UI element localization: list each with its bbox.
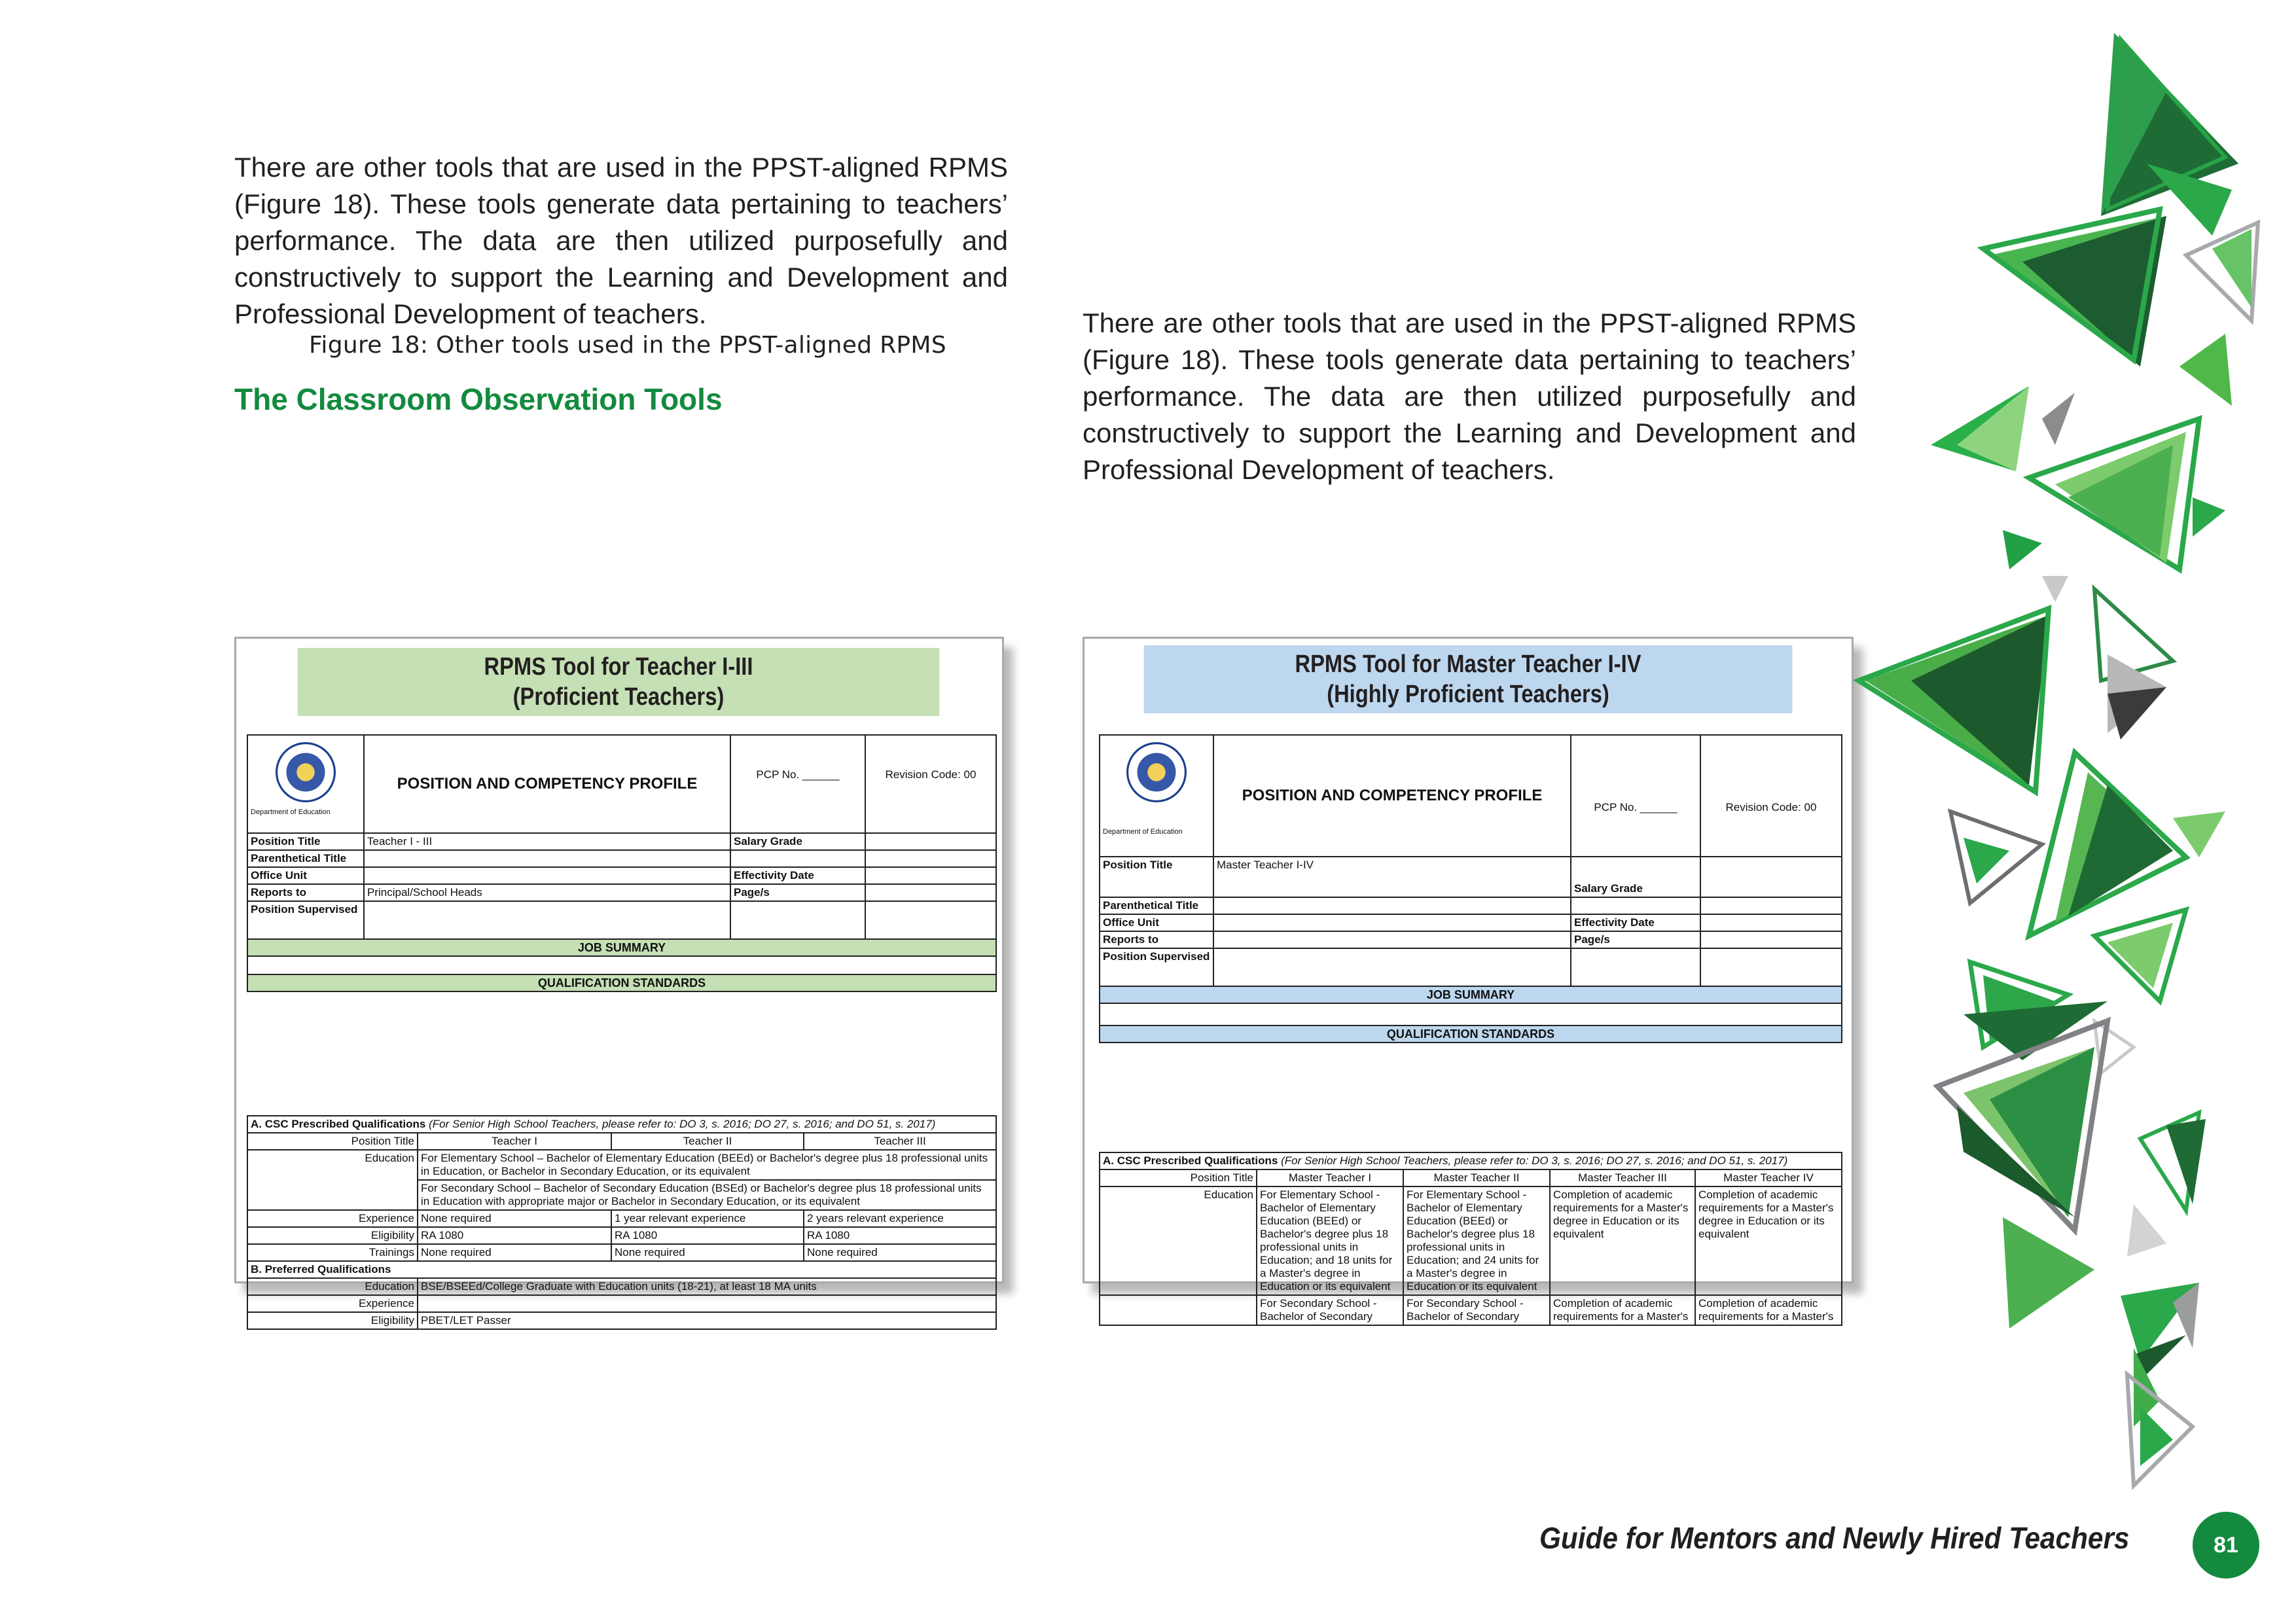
pref-education-value: BSE/BSEEd/College Graduate with Education units (18-21), at least 18 MA units: [418, 1278, 996, 1295]
preferred-qualifications-heading: B. Preferred Qualifications: [247, 1261, 996, 1278]
education-secondary-mt1: For Secondary School - Bachelor of Secondary: [1257, 1295, 1403, 1325]
label-office-unit: Office Unit: [1100, 914, 1213, 931]
label-office-unit: Office Unit: [247, 867, 364, 884]
doc-banner: [298, 648, 939, 716]
csc-row: [247, 1116, 996, 1133]
cell-blank: [865, 901, 996, 939]
experience-teacher-1: None required: [418, 1210, 611, 1227]
figure-caption: Figure 18: Other tools used in the PPST-aligned RPMS: [309, 332, 946, 359]
qualification-standards-heading: QUALIFICATION STANDARDS: [1100, 1026, 1842, 1043]
value-effectivity-date: [1700, 914, 1842, 931]
qualification-standards-heading: QUALIFICATION STANDARDS: [247, 974, 996, 991]
col-teacher-1: Teacher I: [418, 1133, 611, 1150]
education-secondary-mt3: Completion of academic requirements for a Master's: [1550, 1295, 1695, 1325]
triangle-shape: [2003, 1204, 2199, 1486]
csc-label: A. CSC Prescribed Qualifications: [1103, 1154, 1278, 1167]
triangle-shape: [1964, 910, 2186, 1073]
education-elementary: For Elementary School – Bachelor of Elementary Education (BEEd) or Bachelor's degree plus 18 professional units in Education, or Bachelor in Secondary Education, or its equivalent: [418, 1150, 996, 1180]
trainings-teacher-3: None required: [804, 1244, 996, 1261]
value-salary-grade: [1700, 857, 1842, 897]
revision-code: Revision Code: 00: [865, 735, 996, 833]
decorative-triangles: [1859, 0, 2296, 1505]
education-secondary-mt4: Completion of academic requirements for a Master's: [1695, 1295, 1842, 1325]
label-position-title: Position Title: [1100, 857, 1213, 897]
col-position-title: Position Title: [1100, 1169, 1257, 1186]
value-office-unit: [1213, 914, 1571, 931]
eligibility-teacher-1: RA 1080: [418, 1227, 611, 1244]
csc-note: (For Senior High School Teachers, please refer to: DO 3, s. 2016; DO 27, s. 2016; and DO 51, s. 2017): [1281, 1154, 1788, 1167]
experience-teacher-2: 1 year relevant experience: [611, 1210, 804, 1227]
pcp-number: PCP No. ______: [730, 735, 865, 833]
education-secondary-mt2: For Secondary School - Bachelor of Secondary: [1403, 1295, 1550, 1325]
row-education-label: Education: [1100, 1186, 1257, 1295]
label-reports-to: Reports to: [247, 884, 364, 901]
value-position-title: Teacher I - III: [364, 833, 730, 850]
qualifications-table: [247, 1115, 997, 1330]
job-summary-body: [1100, 1003, 1842, 1026]
qualifications-table: [1099, 1152, 1842, 1326]
label-parenthetical-title: Parenthetical Title: [1100, 897, 1213, 914]
label-salary-grade: Salary Grade: [730, 833, 865, 850]
col-master-teacher-4: Master Teacher IV: [1695, 1169, 1842, 1186]
col-teacher-2: Teacher II: [611, 1133, 804, 1150]
trainings-teacher-1: None required: [418, 1244, 611, 1261]
value-effectivity-date: [865, 867, 996, 884]
education-mt4: Completion of academic requirements for a Master's degree in Education or its equivalent: [1695, 1186, 1842, 1295]
deped-logo-cell: [1100, 735, 1213, 857]
label-salary-grade: Salary Grade: [1571, 857, 1700, 897]
value-pages: [865, 884, 996, 901]
doc-subtitle: (Highly Proficient Teachers): [1327, 681, 1609, 708]
eligibility-teacher-3: RA 1080: [804, 1227, 996, 1244]
pref-eligibility-value: PBET/LET Passer: [418, 1312, 996, 1329]
value-position-title: Master Teacher I-IV: [1213, 857, 1571, 897]
competency-profile-form: [247, 734, 997, 992]
page-number-badge: 81: [2193, 1512, 2259, 1578]
pcp-number: PCP No. ______: [1571, 735, 1700, 857]
triangle-shape: [1937, 1021, 2206, 1230]
csc-row: [1100, 1152, 1842, 1169]
col-master-teacher-1: Master Teacher I: [1257, 1169, 1403, 1186]
label-reports-to: Reports to: [1100, 931, 1213, 948]
cell-blank: [1571, 948, 1700, 986]
rpms-tool-master-teacher-figure: [1083, 637, 1854, 1323]
experience-teacher-3: 2 years relevant experience: [804, 1210, 996, 1227]
label-effectivity-date: Effectivity Date: [730, 867, 865, 884]
label-position-title: Position Title: [247, 833, 364, 850]
profile-title: POSITION AND COMPETENCY PROFILE: [364, 735, 730, 833]
value-reports-to: Principal/School Heads: [364, 884, 730, 901]
intro-paragraph-left: There are other tools that are used in the PPST-aligned RPMS (Figure 18). These tools generate data pertaining to teachers’ performance. The data are then utilized purposefully and constructively to support the Learning and Development and Professional Development of teachers.: [234, 152, 1008, 329]
pref-education-label: Education: [247, 1278, 418, 1295]
col-master-teacher-3: Master Teacher III: [1550, 1169, 1695, 1186]
value-salary-grade: [865, 833, 996, 850]
row-trainings-label: Trainings: [247, 1244, 418, 1261]
intro-paragraph-right: There are other tools that are used in the PPST-aligned RPMS (Figure 18). These tools generate data pertaining to teachers’ performance. The data are then utilized purposefully and constructively to support the Learning and Development and Professional Development of teachers.: [1083, 308, 1856, 485]
label-effectivity-date: Effectivity Date: [1571, 914, 1700, 931]
revision-code: Revision Code: 00: [1700, 735, 1842, 857]
education-mt3: Completion of academic requirements for a Master's degree in Education or its equivalent: [1550, 1186, 1695, 1295]
label-pages: Page/s: [1571, 931, 1700, 948]
csc-note: (For Senior High School Teachers, please refer to: DO 3, s. 2016; DO 27, s. 2016; and DO 51, s. 2017): [429, 1118, 936, 1130]
label-pages: Page/s: [730, 884, 865, 901]
cell-blank: [865, 850, 996, 867]
label-position-supervised: Position Supervised: [247, 901, 364, 939]
dept-name: Department of Education: [251, 808, 331, 816]
triangle-shape: [1859, 530, 2173, 792]
job-summary-heading: JOB SUMMARY: [247, 939, 996, 956]
job-summary-body: [247, 956, 996, 974]
value-position-supervised: [1213, 948, 1571, 986]
value-reports-to: [1213, 931, 1571, 948]
triangle-shape: [1931, 334, 2232, 569]
cell-blank: [1700, 897, 1842, 914]
pref-eligibility-label: Eligibility: [247, 1312, 418, 1329]
col-position-title: Position Title: [247, 1133, 418, 1150]
row-experience-label: Experience: [247, 1210, 418, 1227]
trainings-teacher-2: None required: [611, 1244, 804, 1261]
cell-blank: [1700, 948, 1842, 986]
rpms-tool-teacher-figure: [234, 637, 1004, 1327]
pref-experience-label: Experience: [247, 1295, 418, 1312]
doc-banner: [1144, 645, 1793, 713]
value-parenthetical-title: [1213, 897, 1571, 914]
row-eligibility-label: Eligibility: [247, 1227, 418, 1244]
col-teacher-3: Teacher III: [804, 1133, 996, 1150]
footer-title: Guide for Mentors and Newly Hired Teachers: [1539, 1521, 2130, 1555]
cell-blank: [730, 850, 865, 867]
eligibility-teacher-2: RA 1080: [611, 1227, 804, 1244]
doc-title: RPMS Tool for Master Teacher I-IV: [1295, 651, 1641, 678]
education-mt1: For Elementary School - Bachelor of Elementary Education (BEEd) or Bachelor's degree plus 18 professional units in Education; and 18 units for a Master's degree in Education or its equivalent: [1257, 1186, 1403, 1295]
cell-blank: [1100, 1295, 1257, 1325]
profile-title: POSITION AND COMPETENCY PROFILE: [1213, 735, 1571, 857]
csc-label: A. CSC Prescribed Qualifications: [251, 1118, 426, 1130]
deped-seal-icon: [276, 742, 336, 802]
section-heading: The Classroom Observation Tools: [234, 382, 723, 416]
label-position-supervised: Position Supervised: [1100, 948, 1213, 986]
competency-profile-form: [1099, 734, 1842, 1043]
triangle-shape: [2101, 33, 2238, 236]
cell-blank: [1571, 897, 1700, 914]
col-master-teacher-2: Master Teacher II: [1403, 1169, 1550, 1186]
job-summary-heading: JOB SUMMARY: [1100, 986, 1842, 1003]
value-position-supervised: [364, 901, 730, 939]
cell-blank: [730, 901, 865, 939]
value-parenthetical-title: [364, 850, 730, 867]
deped-seal-icon: [1126, 742, 1187, 802]
dept-name: Department of Education: [1103, 828, 1183, 836]
label-parenthetical-title: Parenthetical Title: [247, 850, 364, 867]
education-mt2: For Elementary School - Bachelor of Elementary Education (BEEd) or Bachelor's degree plus 18 professional units in Education; and 24 units for a Master's degree in Education or its equivalent: [1403, 1186, 1550, 1295]
value-office-unit: [364, 867, 730, 884]
deped-logo-cell: [247, 735, 364, 833]
education-secondary: For Secondary School – Bachelor of Secondary Education (BSEd) or Bachelor's degree plus 18 professional units in Education with appropriate major or Bachelor in Secondary Education, or its equivalent: [418, 1180, 996, 1210]
value-pages: [1700, 931, 1842, 948]
doc-title: RPMS Tool for Teacher I-III: [484, 653, 753, 681]
pref-experience-value: [418, 1295, 996, 1312]
row-education-label: Education: [247, 1150, 418, 1210]
doc-subtitle: (Proficient Teachers): [512, 683, 725, 711]
